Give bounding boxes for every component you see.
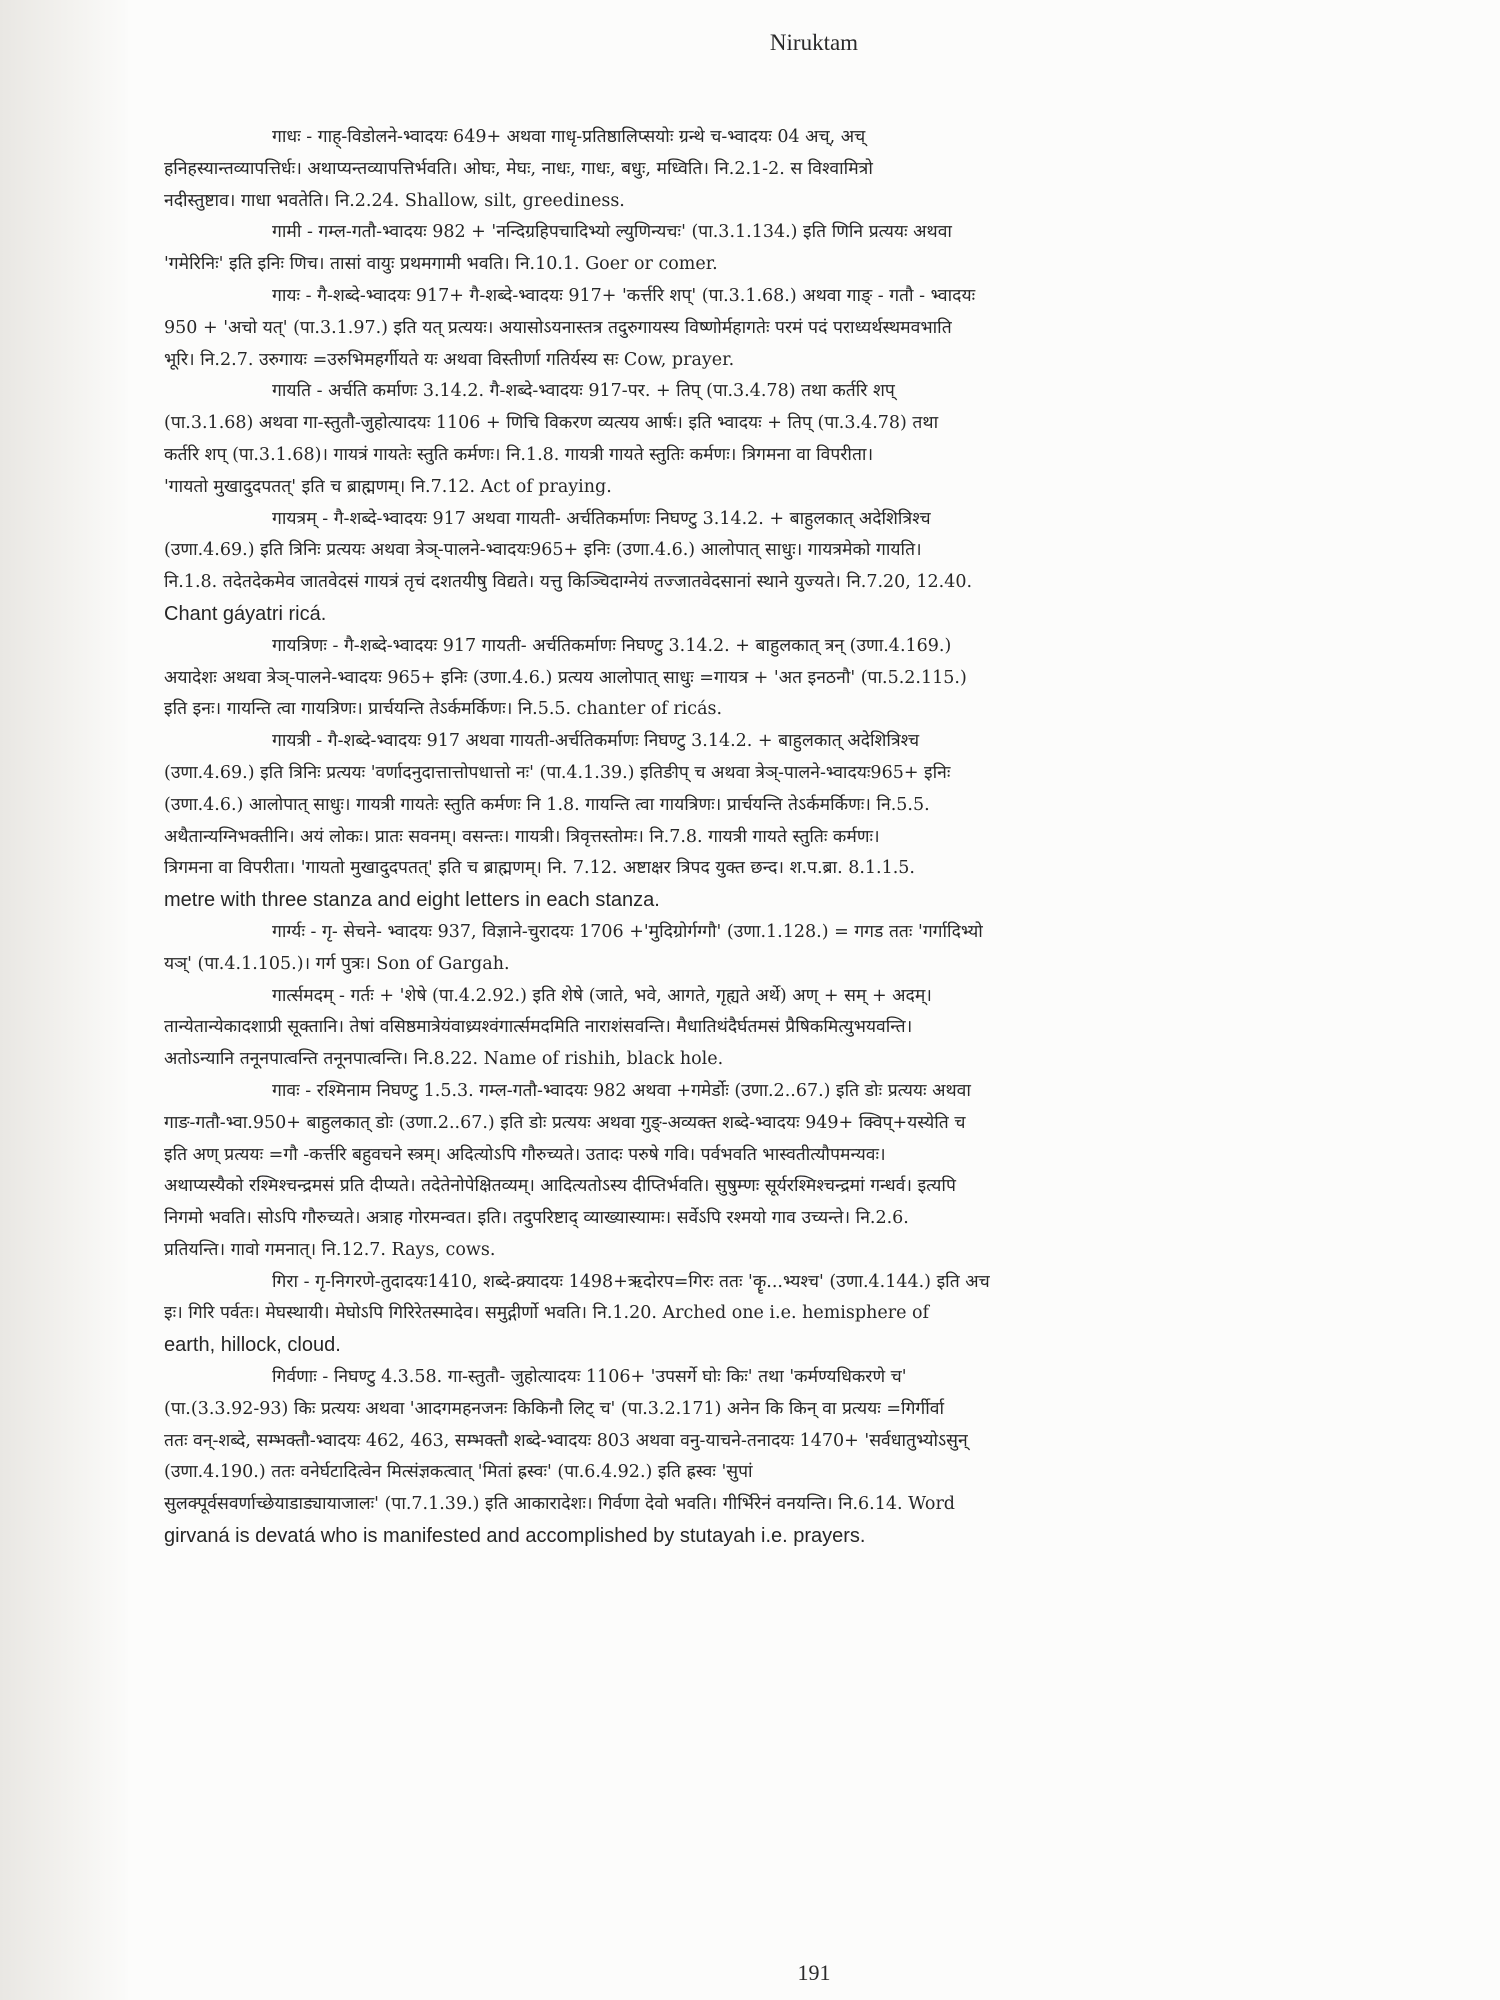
entry-line: (उणा.4.69.) इति त्रिनिः प्रत्ययः अथवा त्रेञ्-पालने-भ्वादयः965+ इनिः (उणा.4.6.) आलोपात् साधुः। गायत्रमेको गायति। [164,540,922,561]
entry-line: 950 + 'अचो यत्' (पा.3.1.97.) इति यत् प्रत्ययः। अयासोऽयनास्तत्र तदुरुगायस्य विष्णोर्महागतेः परमं पदं पराध्यर्थस्थमवभाति [164,317,952,338]
entry-line: हनिहस्यान्तव्यापत्तिर्धः। अथाप्यन्तव्यापत्तिर्भवति। ओघः, मेघः, नाधः, गाधः, बधुः, मध्विति। नि.2.1-2. स विश्वामित्रो [164,158,873,179]
entry-headword-line: गायः - गै-शब्दे-भ्वादयः 917+ गै-शब्दे-भ्वादयः 917+ 'कर्त्तरि शप्' (पा.3.1.68.) अथवा गाङ् - गतौ - भ्वादयः [272,285,976,306]
entry-headword-line: गिर्वणाः - निघण्टु 4.3.58. गा-स्तुतौ- जुहोत्यादयः 1106+ 'उपसर्गे घोः किः' तथा 'कर्मण्यधिकरणे च' [272,1367,907,1388]
dictionary-entry [164,122,1354,217]
entry-line: भूरि। नि.2.7. उरुगायः =उरुभिमहर्गीयते यः अथवा विस्तीर्णा गतिर्यस्य सः Cow, prayer. [164,349,735,370]
entry-headword-line: गिरा - गृ-निगरणे-तुदादयः1410, शब्दे-क्र्यादयः 1498+ऋदोरप=गिरः ततः 'कॄ...भ्यश्च' (उणा.4.144.) इति अच [272,1271,990,1292]
entry-line: तान्येतान्येकादशाप्री सूक्तानि। तेषां वसिष्ठमात्रेयंवाध्र्यश्वंगार्त्समदमिति नाराशंसवन्ति। मैधातिथंदैर्घतमसं प्रैषिकमित्युभयवन्ति। [164,1017,913,1038]
entry-headword-line: गायत्री - गै-शब्दे-भ्वादयः 917 अथवा गायती-अर्चतिकर्माणः निघण्टु 3.14.2. + बाहुलकात् अदेशित्रिश्च [272,731,920,752]
entry-line: (उणा.4.190.) ततः वनेर्घटादित्वेन मित्संज्ञकत्वात् 'मितां ह्रस्वः' (पा.6.4.92.) इति ह्रस्वः 'सुपां [164,1462,753,1483]
entry-line: सुलक्पूर्वसवर्णाच्छेयाडाड्यायाजालः' (पा.7.1.39.) इति आकारादेशः। गिर्वणा देवो भवति। गीर्भिरेनं वनयन्ति। नि.6.14. Word [164,1494,956,1515]
dictionary-entry [164,1267,1354,1362]
entry-line: त्रिगमना वा विपरीता। 'गायतो मुखादुदपतत्' इति च ब्राह्मणम्। नि. 7.12. अष्टाक्षर त्रिपद युक्त छन्द। श.प.ब्रा. 8.1.1.5. [164,858,915,879]
entry-line: (उणा.4.69.) इति त्रिनिः प्रत्ययः 'वर्णादनुदात्तात्तोपधात्तो नः' (पा.4.1.39.) इतिङीप् च अथवा त्रेञ्-पालने-भ्वादयः965+ इनिः [164,762,951,783]
entry-line: earth, hillock, cloud. [164,1334,341,1357]
entry-line: Chant gáyatri ricá. [164,602,327,625]
dictionary-entry [164,217,1354,281]
entry-line: (पा.(3.3.92-93) किः प्रत्ययः अथवा 'आदगमहनजनः किकिनौ लिट् च' (पा.3.2.171) अनेन कि किन् वा प्रत्ययः =गिर्गीर्वा [164,1398,945,1419]
entry-headword-line: गायत्रिणः - गै-शब्दे-भ्वादयः 917 गायती- अर्चतिकर्माणः निघण्टु 3.14.2. + बाहुलकात् त्रन् (उणा.4.169.) [272,635,952,656]
dictionary-entry [164,631,1354,726]
entry-line: (उणा.4.6.) आलोपात् साधुः। गायत्री गायतेः स्तुति कर्मणः नि 1.8. गायन्ति त्वा गायत्रिणः। प्रार्चयन्ति तेऽर्कमर्किणः। नि.5.5. [164,794,930,815]
entry-line: अथैतान्यग्निभक्तीनि। अयं लोकः। प्रातः सवनम्। वसन्तः। गायत्री। त्रिवृत्तस्तोमः। नि.7.8. गायत्री गायते स्तुतिः कर्मणः। [164,826,880,847]
dictionary-body [164,122,1354,1553]
entry-line: इः। गिरि पर्वतः। मेघस्थायी। मेघोऽपि गिरिरेतस्मादेव। समुद्गीर्णो भवति। नि.1.20. Arched one i.e. hemisphere of [164,1303,929,1324]
entry-headword-line: गाधः - गाह्-विडोलने-भ्वादयः 649+ अथवा गाधृ-प्रतिष्ठालिप्सयोः ग्रन्थे च-भ्वादयः 04 अच्, अच् [272,127,866,147]
running-head: Niruktam [769,30,859,55]
dictionary-entry [164,281,1354,376]
entry-line: metre with three stanza and eight letters in each stanza. [164,889,660,912]
entry-headword-line: गामी - गम्ल-गतौ-भ्वादयः 982 + 'नन्दिग्रहिपचादिभ्यो ल्युणिन्यचः' (पा.3.1.134.) इति णिनि प्रत्ययः अथवा [272,222,952,243]
entry-line: इति अण् प्रत्ययः =गौ -कर्त्तरि बहुवचने स्त्रम्। अदित्योऽपि गौरुच्यते। उतादः परुषे गवि। पर्वभवति भास्वतीत्यौपमन्यवः। [164,1144,886,1165]
entry-headword-line: गार्ग्यः - गृ- सेचने- भ्वादयः 937, विज्ञाने-चुरादयः 1706 +'मुदिग्रोर्गग्गौ' (उणा.1.128.) = गगड ततः 'गर्गादिभ्यो [272,921,983,942]
dictionary-entry [164,504,1354,631]
entry-line: यञ्' (पा.4.1.105.)। गर्ग पुत्रः। Son of Gargah. [164,953,510,974]
dictionary-entry [164,1076,1354,1267]
dictionary-entry [164,726,1354,917]
dictionary-entry [164,1362,1354,1553]
entry-headword-line: गार्त्समदम् - गर्तः + 'शेषे (पा.4.2.92.) इति शेषे (जाते, भवे, आगते, गृह्यते अर्थे) अण् + सम् + अदम्। [272,985,932,1006]
entry-line: नि.1.8. तदेतदेकमेव जातवेदसं गायत्रं तृचं दशतयीषु विद्यते। यत्तु किञ्चिदाग्नेयं तज्जातवेदसानां स्थाने युज्यते। नि.7.20, 12.40. [164,572,973,593]
entry-line: अयादेशः अथवा त्रेञ्-पालने-भ्वादयः 965+ इनिः (उणा.4.6.) प्रत्यय आलोपात् साधुः =गायत्र + 'अत इनठनौ' (पा.5.2.115.) [164,667,967,688]
entry-line: गाङ-गतौ-भ्वा.950+ बाहुलकात् डोः (उणा.2..67.) इति डोः प्रत्ययः अथवा गुङ्-अव्यक्त शब्दे-भ्वादयः 949+ क्विप्+यस्येति च [164,1112,966,1133]
entry-headword-line: गायत्रम् - गै-शब्दे-भ्वादयः 917 अथवा गायती- अर्चतिकर्माणः निघण्टु 3.14.2. + बाहुलकात् अदेशित्रिश्च [272,508,931,529]
entry-headword-line: गायति - अर्चति कर्माणः 3.14.2. गै-शब्दे-भ्वादयः 917-पर. + तिप् (पा.3.4.78) तथा कर्तरि शप् [272,381,895,402]
entry-line: कर्तरि शप् (पा.3.1.68)। गायत्रं गायतेः स्तुति कर्मणः। नि.1.8. गायत्री गायते स्तुतिः कर्मणः। त्रिगमना वा विपरीता। [164,444,874,465]
page-gutter [0,0,128,2000]
entry-line: नदीस्तुष्टाव। गाधा भवतेति। नि.2.24. Shallow, silt, greediness. [164,190,625,211]
dictionary-entry [164,981,1354,1076]
dictionary-entry [164,917,1354,981]
page [128,0,1500,2000]
entry-line: 'गमेरिनिः' इति इनिः णिच। तासां वायुः प्रथमगामी भवति। नि.10.1. Goer or comer. [164,254,718,275]
entry-line: इति इनः। गायन्ति त्वा गायत्रिणः। प्रार्चयन्ति तेऽर्कमर्किणः। नि.5.5. chanter of ricás. [164,699,723,720]
entry-line: निगमो भवति। सोऽपि गौरुच्यते। अत्राह गोरमन्वत। इति। तदुपरिष्टाद् व्याख्यास्यामः। सर्वेऽपि रश्मयो गाव उच्यन्ते। नि.2.6. [164,1208,909,1229]
entry-line: अथाप्यस्यैको रश्मिश्चन्द्रमसं प्रति दीप्यते। तदेतेनोपेक्षितव्यम्। आदित्यतोऽस्य दीप्तिर्भवति। सुषुम्णः सूर्यरश्मिश्चन्द्रमां गन्धर्व। इत्यपि [164,1176,956,1197]
entry-line: प्रतियन्ति। गावो गमनात्। नि.12.7. Rays, cows. [164,1239,496,1260]
page-number: 191 [797,1960,831,1985]
entry-line: (पा.3.1.68) अथवा गा-स्तुतौ-जुहोत्यादयः 1106 + णिचि विकरण व्यत्यय आर्षः। इति भ्वादयः + तिप् (पा.3.4.78) तथा [164,413,939,434]
entry-line: 'गायतो मुखादुदपतत्' इति च ब्राह्मणम्। नि.7.12. Act of praying. [164,476,612,497]
dictionary-entry [164,376,1354,503]
entry-headword-line: गावः - रश्मिनाम निघण्टु 1.5.3. गम्ल-गतौ-भ्वादयः 982 अथवा +गमेर्डोः (उणा.2..67.) इति डोः प्रत्ययः अथवा [272,1080,971,1101]
entry-line: girvaná is devatá who is manifested and accomplished by stutayah i.e. prayers. [164,1525,866,1548]
entry-line: अतोऽन्यानि तनूनपात्वन्ति तनूनपात्वन्ति। नि.8.22. Name of rishih, black hole. [164,1049,724,1070]
entry-line: ततः वन्-शब्दे, सम्भक्तौ-भ्वादयः 462, 463, सम्भक्तौ शब्दे-भ्वादयः 803 अथवा वनु-याचने-तनादयः 1470+ 'सर्वधातुभ्योऽसुन् [164,1430,968,1451]
